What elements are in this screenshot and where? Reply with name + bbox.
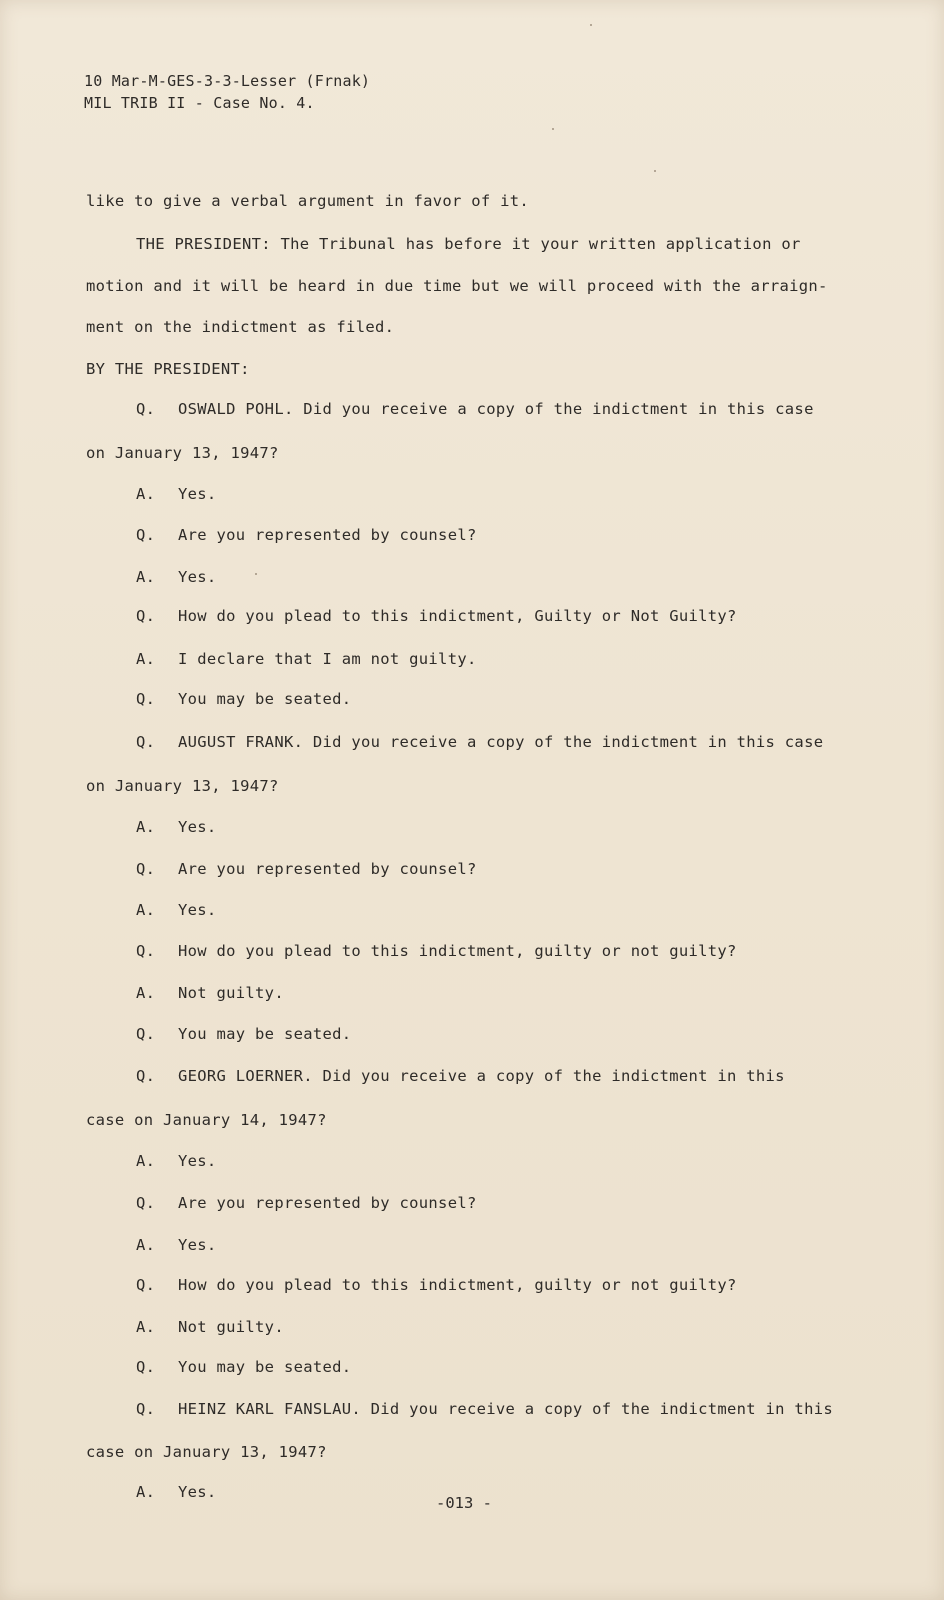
a-label: A.: [136, 1152, 156, 1170]
q-label: Q.: [136, 1067, 156, 1085]
a-label: A.: [136, 1483, 156, 1501]
question-line: [136, 1067, 785, 1085]
a-label: A.: [136, 1236, 156, 1254]
q-label: Q.: [136, 733, 156, 751]
question-line: [136, 400, 814, 418]
answer-text: Yes.: [178, 1483, 217, 1501]
answer-line: [136, 1152, 217, 1170]
question-line: [136, 690, 351, 708]
q-label: Q.: [136, 1194, 156, 1212]
question-line: [136, 1276, 737, 1294]
question-text: How do you plead to this indictment, guilty or not guilty?: [178, 942, 737, 960]
question-line: [136, 1358, 351, 1376]
answer-text: Yes.: [178, 568, 217, 586]
question-line: [136, 860, 477, 878]
answer-line: [136, 650, 477, 668]
body-line: case on January 14, 1947?: [86, 1111, 327, 1129]
body-line: ment on the indictment as filed.: [86, 318, 395, 336]
paper-speck: [255, 573, 257, 575]
answer-text: Yes.: [178, 485, 217, 503]
q-label: Q.: [136, 1276, 156, 1294]
answer-text: Yes.: [178, 1152, 217, 1170]
question-text: You may be seated.: [178, 1358, 352, 1376]
body-line: THE PRESIDENT: The Tribunal has before it your written application or: [136, 235, 801, 253]
question-text: You may be seated.: [178, 1025, 352, 1043]
question-text: HEINZ KARL FANSLAU. Did you receive a copy of the indictment in this: [178, 1400, 833, 1418]
body-line: motion and it will be heard in due time but we will proceed with the arraign-: [86, 277, 828, 295]
answer-text: Not guilty.: [178, 984, 284, 1002]
a-label: A.: [136, 1318, 156, 1336]
answer-text: Not guilty.: [178, 1318, 284, 1336]
q-label: Q.: [136, 1025, 156, 1043]
section-heading: BY THE PRESIDENT:: [86, 360, 250, 378]
q-label: Q.: [136, 942, 156, 960]
question-line: [136, 1194, 477, 1212]
a-label: A.: [136, 650, 156, 668]
answer-text: Yes.: [178, 818, 217, 836]
question-line: [136, 942, 737, 960]
header-line-2: MIL TRIB II - Case No. 4.: [84, 94, 315, 112]
paper-speck: [654, 170, 656, 172]
q-label: Q.: [136, 860, 156, 878]
question-line: [136, 733, 823, 751]
body-line: case on January 13, 1947?: [86, 1443, 327, 1461]
a-label: A.: [136, 485, 156, 503]
paper-speck: [552, 128, 554, 130]
a-label: A.: [136, 568, 156, 586]
question-text: Are you represented by counsel?: [178, 526, 477, 544]
question-text: OSWALD POHL. Did you receive a copy of the indictment in this case: [178, 400, 814, 418]
question-text: Are you represented by counsel?: [178, 1194, 477, 1212]
q-label: Q.: [136, 607, 156, 625]
document-header: [84, 70, 370, 114]
question-line: [136, 1025, 351, 1043]
question-line: [136, 1400, 833, 1418]
answer-line: [136, 1483, 217, 1501]
question-text: AUGUST FRANK. Did you receive a copy of the indictment in this case: [178, 733, 824, 751]
paper-speck: [590, 24, 592, 26]
body-line: on January 13, 1947?: [86, 777, 279, 795]
q-label: Q.: [136, 1358, 156, 1376]
body-line: on January 13, 1947?: [86, 444, 279, 462]
question-text: Are you represented by counsel?: [178, 860, 477, 878]
question-line: [136, 607, 737, 625]
answer-line: [136, 901, 217, 919]
question-text: GEORG LOERNER. Did you receive a copy of the indictment in this: [178, 1067, 785, 1085]
q-label: Q.: [136, 1400, 156, 1418]
question-text: You may be seated.: [178, 690, 352, 708]
answer-text: I declare that I am not guilty.: [178, 650, 477, 668]
body-line: like to give a verbal argument in favor of it.: [86, 192, 530, 210]
answer-line: [136, 485, 217, 503]
a-label: A.: [136, 901, 156, 919]
header-line-1: 10 Mar-M-GES-3-3-Lesser (Frnak): [84, 72, 371, 90]
q-label: Q.: [136, 526, 156, 544]
a-label: A.: [136, 818, 156, 836]
page-number: -013 -: [436, 1494, 492, 1512]
answer-line: [136, 984, 284, 1002]
answer-line: [136, 818, 217, 836]
question-text: How do you plead to this indictment, Guilty or Not Guilty?: [178, 607, 737, 625]
answer-line: [136, 1236, 217, 1254]
q-label: Q.: [136, 400, 156, 418]
answer-text: Yes.: [178, 901, 217, 919]
question-text: How do you plead to this indictment, guilty or not guilty?: [178, 1276, 737, 1294]
a-label: A.: [136, 984, 156, 1002]
answer-line: [136, 1318, 284, 1336]
q-label: Q.: [136, 690, 156, 708]
question-line: [136, 526, 477, 544]
answer-text: Yes.: [178, 1236, 217, 1254]
answer-line: [136, 568, 217, 586]
